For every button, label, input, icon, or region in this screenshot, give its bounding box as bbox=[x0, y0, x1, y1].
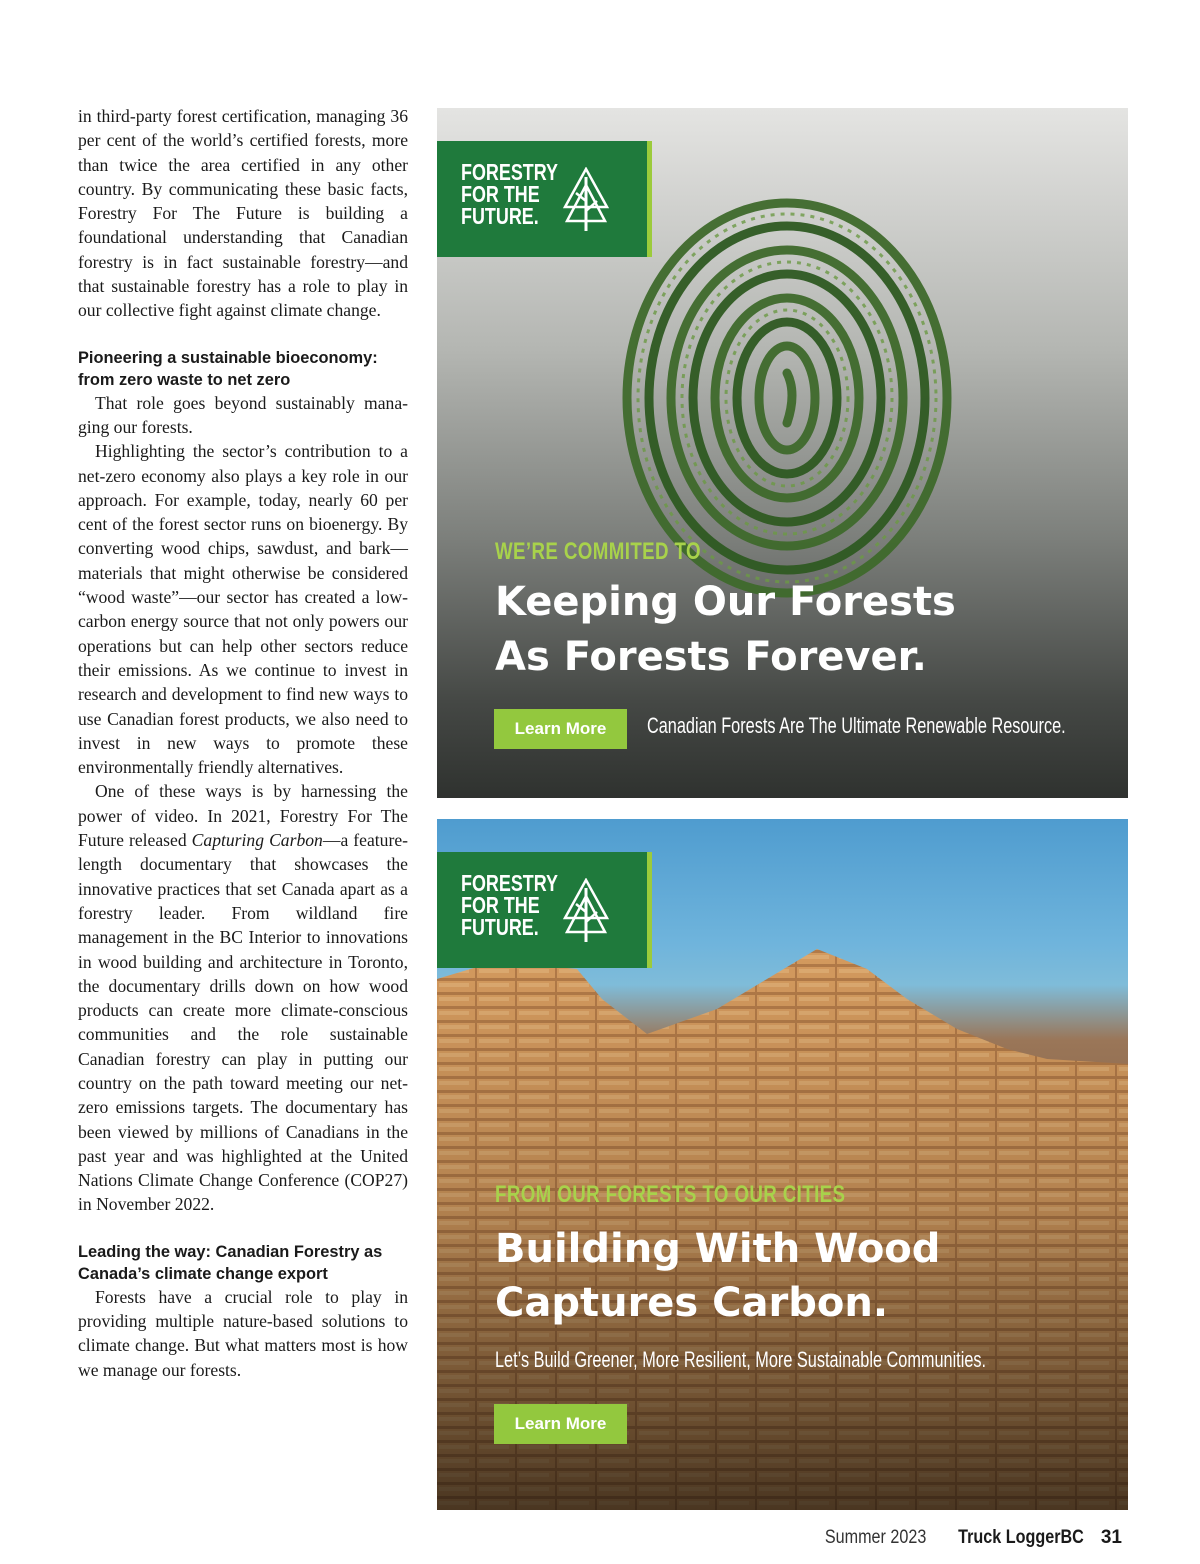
paragraph-1: in third-party forest certification, managing 36 per cent of the world’s certified forests, more than twice the area certified in any other country. By communicating these basic facts, Forestry For The Future is building a foundational understanding that Canadian forestry is in fact sustainable forestry—and that sustainable forestry has a role to play in our collective fight against climate change. bbox=[78, 106, 408, 321]
tree-icon bbox=[561, 167, 611, 233]
ad2-kicker: FROM OUR FORESTS TO OUR CITIES bbox=[495, 1181, 846, 1208]
tree-icon bbox=[561, 878, 611, 944]
paragraph-4 bbox=[78, 779, 408, 1216]
logo-line-3: FUTURE. bbox=[461, 203, 539, 229]
logo-line-1: FORESTRY bbox=[461, 159, 559, 185]
page-number: 31 bbox=[1100, 1527, 1122, 1548]
article-column bbox=[78, 104, 408, 1382]
forestry-for-the-future-logo bbox=[437, 852, 652, 968]
ad1-kicker: WE’RE COMMITED TO bbox=[495, 538, 701, 565]
ad-building-with-wood[interactable] bbox=[437, 819, 1128, 1510]
logo-line-1: FORESTRY bbox=[461, 870, 559, 896]
ad1-learn-more-button[interactable]: Learn More bbox=[494, 709, 627, 749]
paragraph-3: Highlighting the sector’s contribution to a net-zero economy also plays a key role in our approach. For example, today, nearly 60 per cent of the forest sector runs on bioenergy. By converting wood chips, sawdust, and bark—materials that might otherwise be considered “wood waste”—our sector has created a low-carbon energy source that not only powers our operations but can help other sectors reduce their emissions. As we continue to invest in research and development to find new ways to use Canadian forest products, we also need to invest in new ways to promote these environmentally friendly alternatives. bbox=[78, 441, 408, 778]
ad2-learn-more-button[interactable]: Learn More bbox=[494, 1404, 627, 1444]
magazine-name: Truck LoggerBC bbox=[957, 1527, 1084, 1548]
logo-line-2: FOR THE bbox=[461, 892, 540, 918]
ad2-tagline: Let’s Build Greener, More Resilient, More Sustainable Communities. bbox=[495, 1347, 987, 1372]
paragraph-4-start: One of these ways is by harnessing the power of video. In 2021, Forestry For The Future released bbox=[78, 781, 408, 851]
logo-line-3: FUTURE. bbox=[461, 914, 539, 940]
documentary-title: Capturing Carbon bbox=[191, 830, 323, 851]
ad1-headline-line-2: As Forests Forever. bbox=[495, 634, 927, 680]
forestry-for-the-future-logo bbox=[437, 141, 652, 257]
issue-season: Summer 2023 bbox=[825, 1527, 927, 1548]
paragraph-2: That role goes beyond sustainably managing our forests. bbox=[78, 392, 408, 437]
ad2-headline-line-1: Building With Wood bbox=[495, 1226, 941, 1272]
paragraph-4-end: —a feature-length documentary that showcases the innovative practices that set Canada apart as a forestry leader. From wildland fire management in the BC Interior to innovations in wood building and architecture in Toronto, the documentary drills down on how wood products can create more climate-conscious communities and the role sustainable Canadian forestry can play in putting our country on the path toward meeting our net-zero emissions targets. The documentary has been viewed by millions of Canadians in the past year and was highlighted at the United Nations Climate Change Conference (COP27) in November 2022. bbox=[78, 830, 408, 1215]
subheading-leading-the-way: Leading the way: Canadian Forestry as Canada’s climate change export bbox=[78, 1242, 383, 1283]
ad2-headline-line-2: Captures Carbon. bbox=[495, 1280, 889, 1326]
paragraph-5: Forests have a crucial role to play in providing multiple nature-based solutions to climate change. But what matters most is how we manage our forests. bbox=[78, 1286, 408, 1380]
logo-line-2: FOR THE bbox=[461, 181, 540, 207]
subheading-bioeconomy: Pioneering a sustainable bioeconomy: from zero waste to net zero bbox=[78, 348, 378, 389]
ad1-tagline: Canadian Forests Are The Ultimate Renewable Resource. bbox=[647, 713, 1066, 738]
ad1-headline-line-1: Keeping Our Forests bbox=[495, 579, 956, 625]
ad-keeping-forests[interactable] bbox=[437, 108, 1128, 798]
page-footer bbox=[807, 1527, 1122, 1549]
